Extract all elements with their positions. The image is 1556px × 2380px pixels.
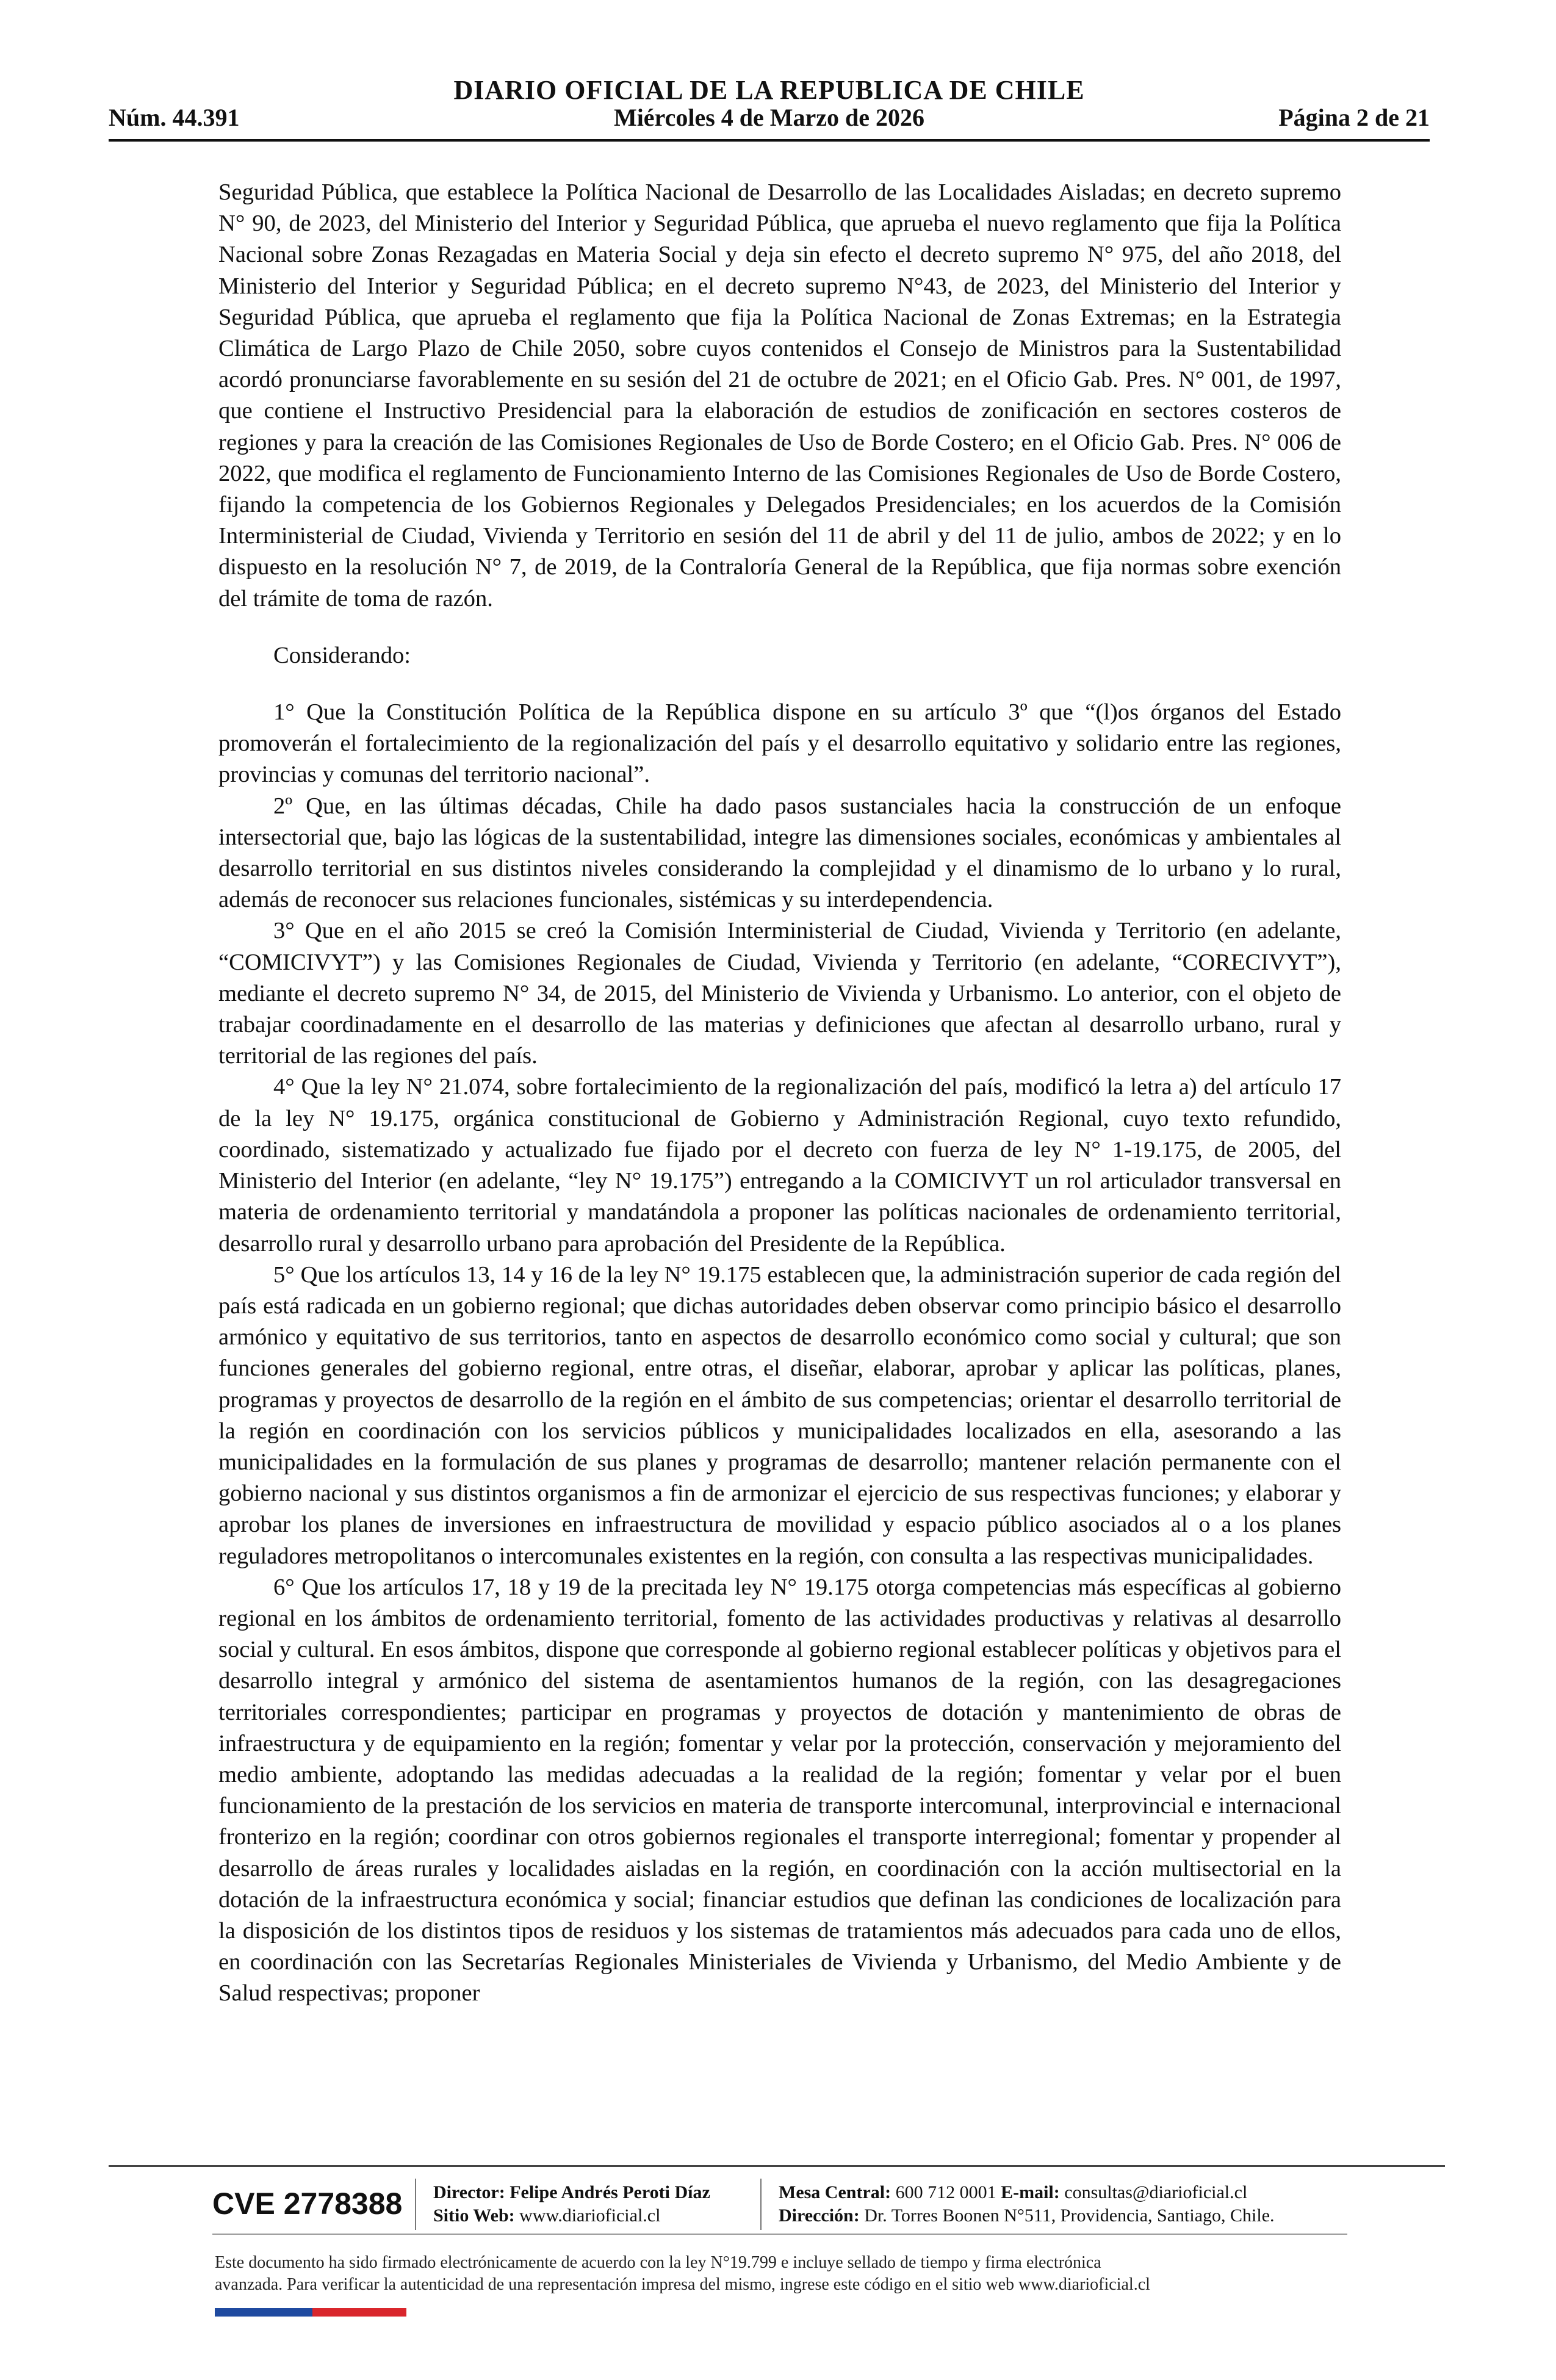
flag-blue-band [215, 2308, 312, 2317]
director-name: Felipe Andrés Peroti Díaz [510, 2182, 710, 2202]
considerando-item-4: 4° Que la ley N° 21.074, sobre fortalecimiento de la regionalización del país, modificó la letra a) del artículo 17 de la ley N° 19.175, orgánica constitucional de Gobierno y Administración Regional, cuyo texto refundido, coordinado, sistematizado y actualizado fue fijado por el decreto con fuerza de ley N° 1-19.175, de 2005, del Ministerio del Interior (en adelante, “ley N° 19.175”) entregando a la COMICIVYT un rol articulador transversal en materia de ordenamiento territorial y mandatándola a proponer las políticas nacionales de ordenamiento territorial, desarrollo rural y desarrollo urbano para aprobación del Presidente de la República. [218, 1074, 1341, 1257]
footer-separator [760, 2179, 762, 2230]
address-value: Dr. Torres Boonen N°511, Providencia, Santiago, Chile. [864, 2205, 1275, 2226]
footer-separator [415, 2179, 416, 2230]
director-label: Director: [433, 2182, 505, 2202]
considerando-item-1: 1° Que la Constitución Política de la República dispone en su artículo 3º que “(l)os órganos del Estado promoverán el fortalecimiento de la regionalización del país y el desarrollo equitativo y solidario entre las regiones, provincias y comunas del territorio nacional”. [218, 699, 1341, 788]
contact-info [779, 2181, 1275, 2227]
phone-email-line [779, 2181, 1275, 2204]
intro-paragraph: Seguridad Pública, que establece la Política Nacional de Desarrollo de las Localidades Aisladas; en decreto supremo N° 90, de 2023, del Ministerio del Interior y Seguridad Pública, que aprueba el nuevo reglamento que fija la Política Nacional sobre Zonas Rezagadas en Materia Social y deja sin efecto el decreto supremo N° 975, del año 2018, del Ministerio del Interior y Seguridad Pública; en el decreto supremo N°43, de 2023, del Ministerio del Interior y Seguridad Pública, que aprueba el reglamento que fija la Política Nacional de Zonas Extremas; en la Estrategia Climática de Largo Plazo de Chile 2050, sobre cuyos contenidos el Consejo de Ministros para la Sustentabilidad acordó pronunciarse favorablemente en su sesión del 21 de octubre de 2021; en el Oficio Gab. Pres. N° 001, de 1997, que contiene el Instructivo Presidencial para la elaboración de estudios de zonificación en sectores costeros de regiones y para la creación de las Comisiones Regionales de Uso de Borde Costero; en el Oficio Gab. Pres. N° 006 de 2022, que modifica el reglamento de Funcionamiento Interno de las Comisiones Regionales de Uso de Borde Costero, fijando la competencia de los Gobiernos Regionales y Delegados Presidenciales; en los acuerdos de la Comisión Interministerial de Ciudad, Vivienda y Territorio en sesión del 11 de abril y del 11 de julio, ambos de 2022; y en lo dispuesto en la resolución N° 7, de 2019, de la Contraloría General de la República, que fija normas sobre exención del trámite de toma de razón. [218, 179, 1341, 611]
chile-flag-stripe [215, 2308, 406, 2317]
address-label: Dirección: [779, 2205, 860, 2226]
considerando-item-6: 6° Que los artículos 17, 18 y 19 de la precitada ley N° 19.175 otorga competencias más específicas al gobierno regional en los ámbitos de ordenamiento territorial, fomento de las actividades productivas y relativas al desarrollo social y cultural. En esos ámbitos, dispone que corresponde al gobierno regional establecer políticas y objetivos para el desarrollo integral y armónico del sistema de asentamientos humanos de la región, con las desagregaciones territoriales correspondientes; participar en programas y proyectos de dotación y mantenimiento de obras de infraestructura y de equipamiento en la región; fomentar y velar por la protección, conservación y mejoramiento del medio ambiente, adoptando las medidas adecuadas a la realidad de la región; fomentar y velar por el buen funcionamiento de la prestación de los servicios en materia de transporte intercomunal, interprovincial e internacional fronterizo en la región; coordinar con otros gobiernos regionales el transporte interregional; fomentar y propender al desarrollo de áreas rurales y localidades aisladas en la región, en coordinación con la acción multisectorial en la dotación de la infraestructura económica y social; financiar estudios que definan las condiciones de localización para la disposición de los distintos tipos de residuos y los sistemas de tratamientos más adecuados para cada uno de ellos, en coordinación con las Secretarías Regionales Ministeriales de Vivienda y Urbanismo, del Medio Ambiente y de Salud respectivas; proponer [218, 1574, 1341, 2007]
considerando-item-5: 5° Que los artículos 13, 14 y 16 de la ley N° 19.175 establecen que, la administración superior de cada región del país está radicada en un gobierno regional; que dichas autoridades deben observar como principio básico el desarrollo armónico y equitativo de sus territorios, tanto en aspectos de desarrollo económico como social y cultural; que son funciones generales del gobierno regional, entre otras, el diseñar, elaborar, aprobar y aplicar las políticas, planes, programas y proyectos de desarrollo de la región en el ámbito de sus competencias; orientar el desarrollo territorial de la región en coordinación con los servicios públicos y municipalidades localizados en ella, asesorando a las municipalidades en la formulación de sus planes y programas de desarrollo; mantener relación permanente con el gobierno nacional y sus distintos organismos a fin de armonizar el ejercicio de sus respectivas funciones; y elaborar y aprobar los planes de inversiones en infraestructura de movilidad y espacio público asociados al o a los planes reguladores metropolitanos o intercomunales existentes en la región, con consulta a las respectivas municipalidades. [218, 1261, 1341, 1569]
disclaimer-line-2: avanzada. Para verificar la autenticidad de una representación impresa del mismo, ingrese este código en el sitio web www.diarioficial.cl [215, 2275, 1150, 2294]
document-body [218, 177, 1341, 2010]
header-divider [109, 139, 1430, 142]
director-line [433, 2181, 710, 2204]
page-indicator: Página 2 de 21 [1278, 104, 1430, 131]
footer-divider-2 [212, 2234, 1347, 2235]
footer-divider [109, 2165, 1445, 2167]
website-line [433, 2204, 710, 2227]
cve-code: CVE 2778388 [212, 2187, 403, 2221]
signature-disclaimer [215, 2252, 1350, 2296]
director-info [433, 2181, 710, 2227]
footer-info [212, 2176, 1347, 2231]
phone-number: 600 712 0001 [895, 2182, 996, 2202]
considerando-heading: Considerando: [273, 642, 411, 668]
considerando-item-2: 2º Que, en las últimas décadas, Chile ha dado pasos sustanciales hacia la construcción de un enfoque intersectorial que, bajo las lógicas de la sustentabilidad, integre las dimensiones sociales, económicas y ambientales al desarrollo territorial en sus distintos niveles considerando la complejidad y el dinamismo de lo urbano y lo rural, además de reconocer sus relaciones funcionales, sistémicas y su interdependencia. [218, 793, 1341, 913]
flag-red-band [312, 2308, 406, 2317]
publication-title: DIARIO OFICIAL DE LA REPUBLICA DE CHILE [453, 75, 1085, 105]
disclaimer-line-1: Este documento ha sido firmado electrónicamente de acuerdo con la ley N°19.799 e incluye sellado de tiempo y firma electrónica [215, 2253, 1101, 2272]
website-label: Sitio Web: [433, 2205, 515, 2226]
email-label: E-mail: [1001, 2182, 1060, 2202]
issue-number: Núm. 44.391 [109, 104, 240, 131]
mesa-label: Mesa Central: [779, 2182, 891, 2202]
considerando-item-3: 3° Que en el año 2015 se creó la Comisión Interministerial de Ciudad, Vivienda y Territorio (en adelante, “COMICIVYT”) y las Comisiones Regionales de Ciudad, Vivienda y Territorio (en adelante, “CORECIVYT”), mediante el decreto supremo N° 34, de 2015, del Ministerio de Vivienda y Urbanismo. Lo anterior, con el objeto de trabajar coordinadamente en el desarrollo de las materias y definiciones que afectan al desarrollo urbano, rural y territorial de las regiones del país. [218, 918, 1341, 1069]
email-link[interactable]: consultas@diarioficial.cl [1064, 2182, 1248, 2202]
page-header [109, 74, 1430, 142]
website-link[interactable]: www.diarioficial.cl [519, 2205, 661, 2226]
address-line [779, 2204, 1275, 2227]
issue-date: Miércoles 4 de Marzo de 2026 [613, 104, 925, 131]
